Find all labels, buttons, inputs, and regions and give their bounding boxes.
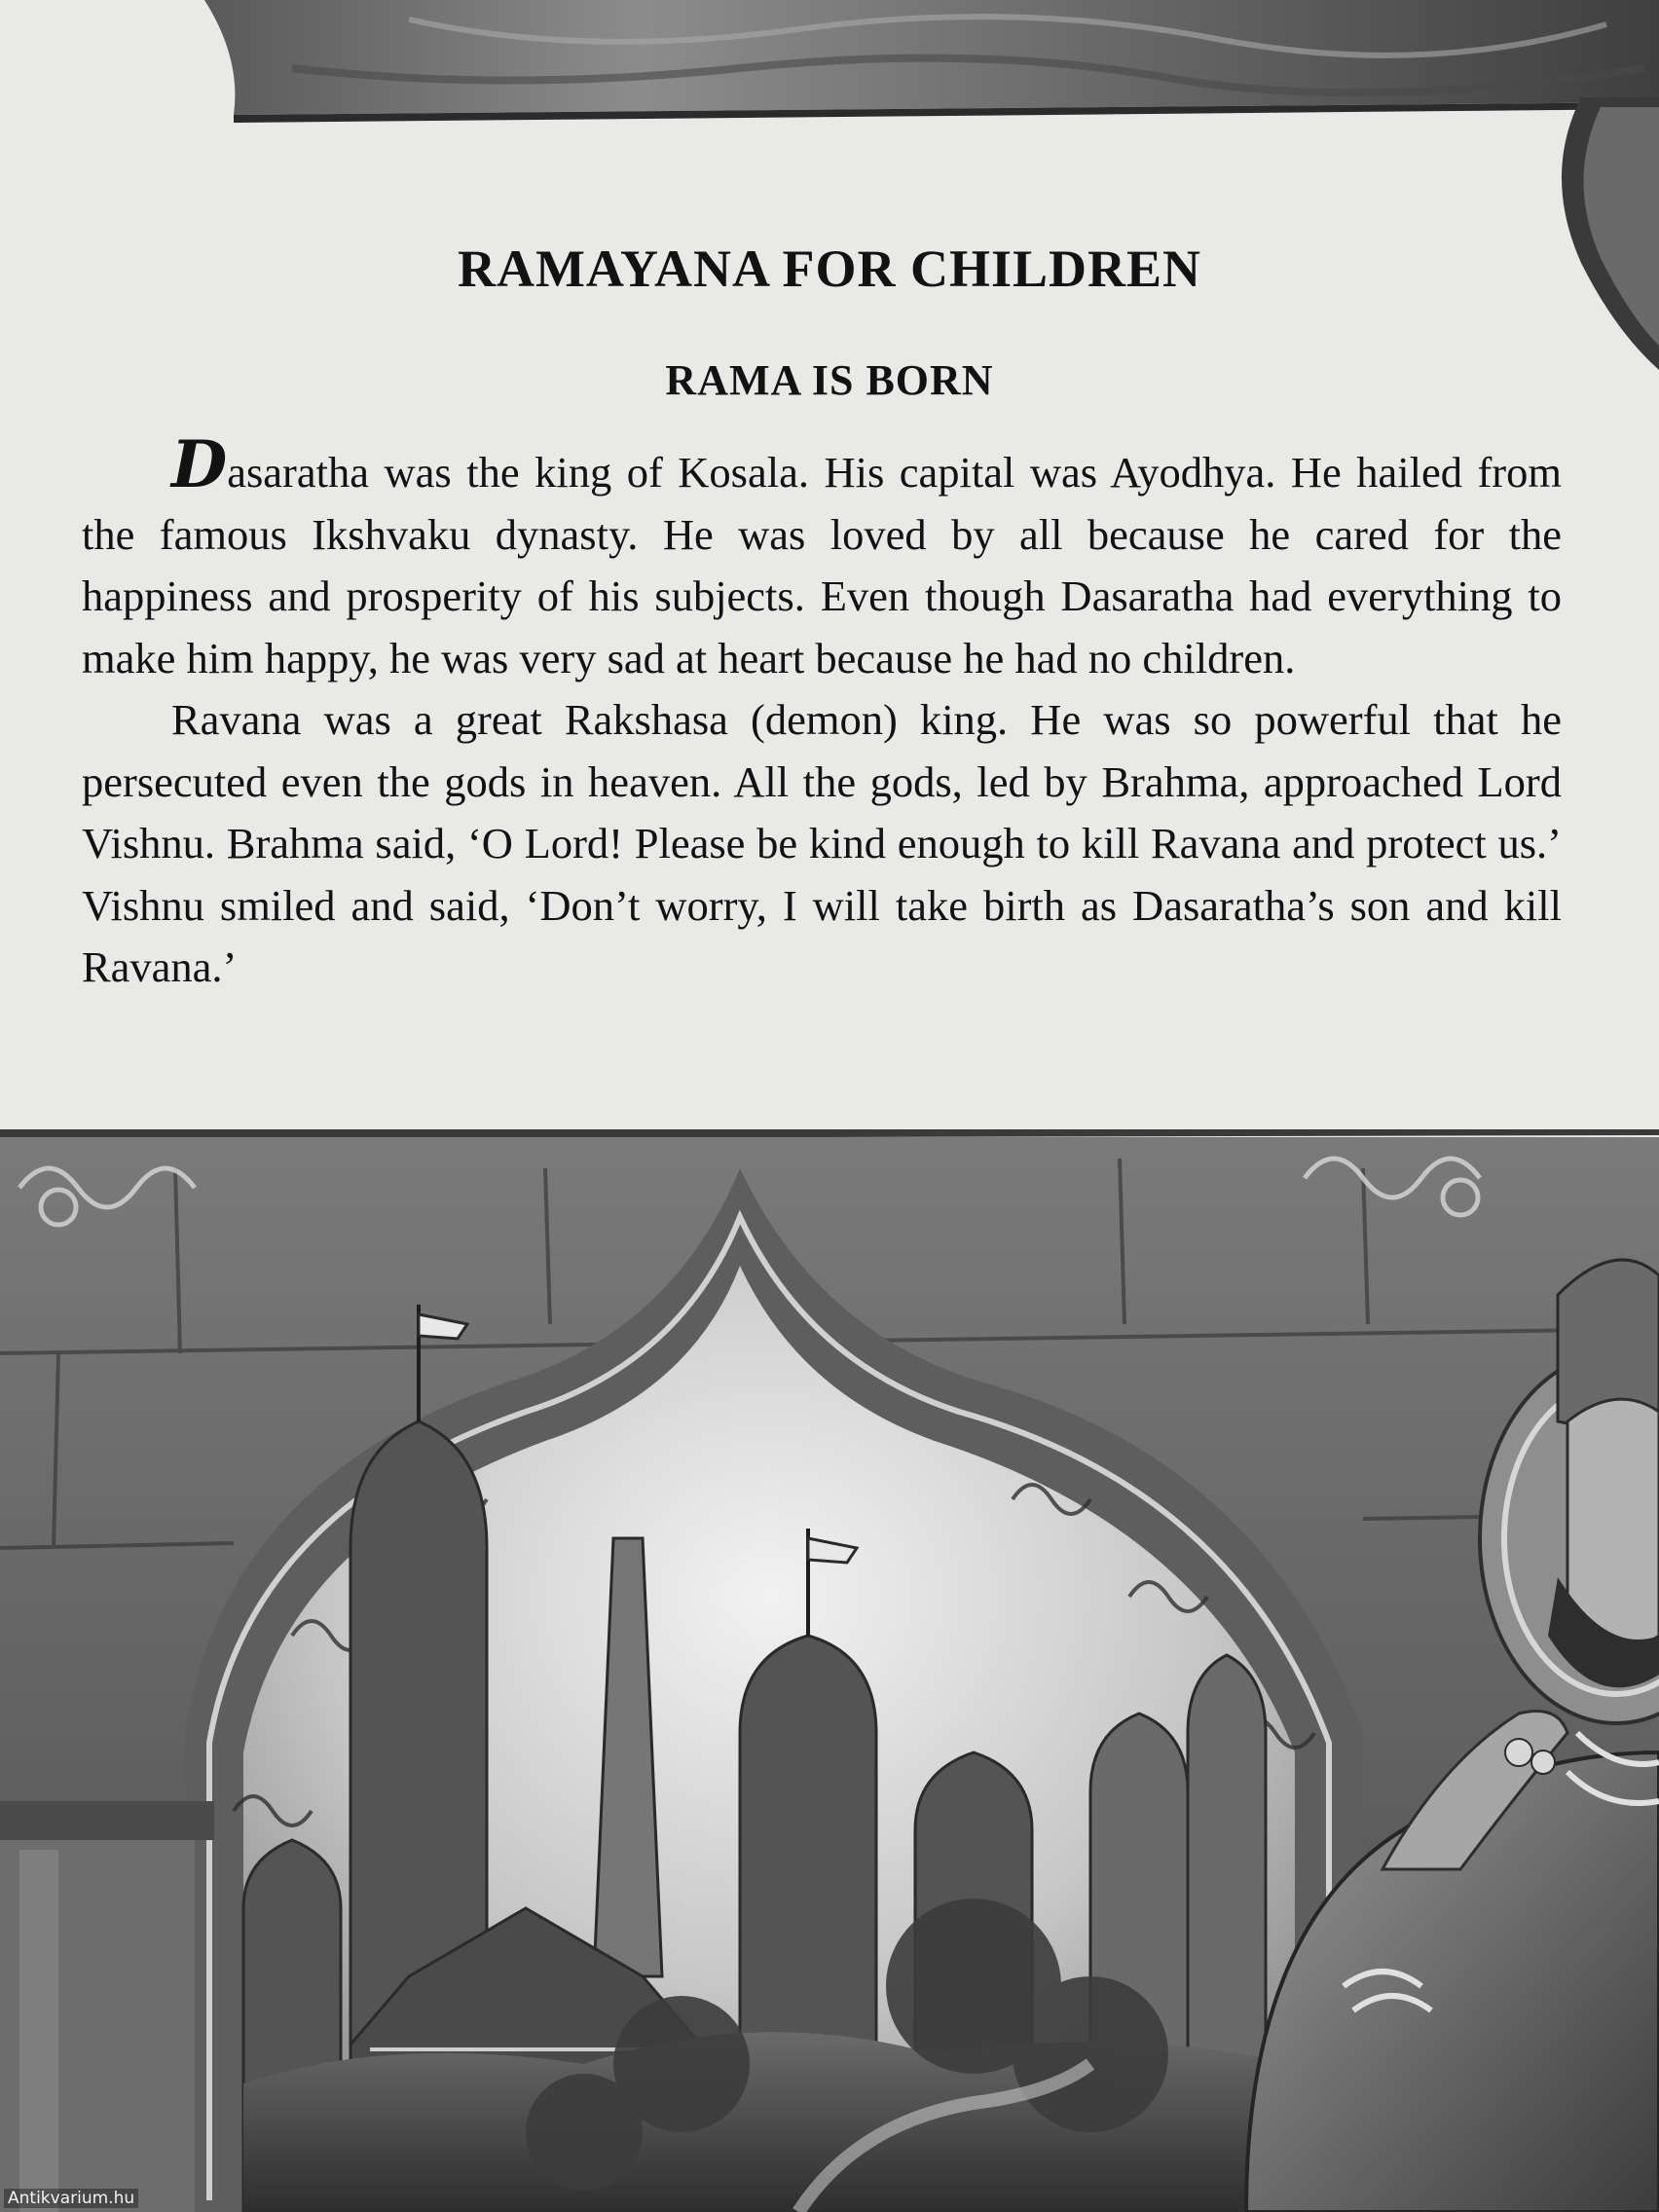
- book-title: RAMAYANA FOR CHILDREN: [457, 240, 1202, 298]
- drop-cap: D: [171, 426, 228, 502]
- paragraph-2: Ravana was a great Rakshasa (demon) king. He was so powerful that he persecuted even the gods in heaven. All the gods, led by Brahma, approached Lord Vishnu. Brahma said, ‘O Lord! Please be kind enough to kill Ravana and protect us.’ Vishnu smiled and said, ‘Don’t worry, I will take birth as Dasaratha’s son and kill Ravana.’: [82, 695, 1562, 991]
- right-curtain-edge: [1523, 97, 1659, 370]
- chapter-title: RAMA IS BORN: [665, 356, 994, 404]
- paragraph-1: [82, 426, 1562, 689]
- paragraph-1-text: asaratha was the king of Kosala. His capital was Ayodhya. He hailed from the famous Ikshvaku dynasty. He was loved by all because he cared for the happiness and prosperity of his subjects. Even though Dasaratha had everything to make him happy, he was very sad at heart because he had no children.: [82, 448, 1562, 682]
- temple-city-king-illustration: [0, 1129, 1659, 2212]
- top-illustration-band: [0, 0, 1659, 136]
- body-text: [82, 426, 1562, 999]
- watermark: Antikvarium.hu: [4, 2189, 138, 2208]
